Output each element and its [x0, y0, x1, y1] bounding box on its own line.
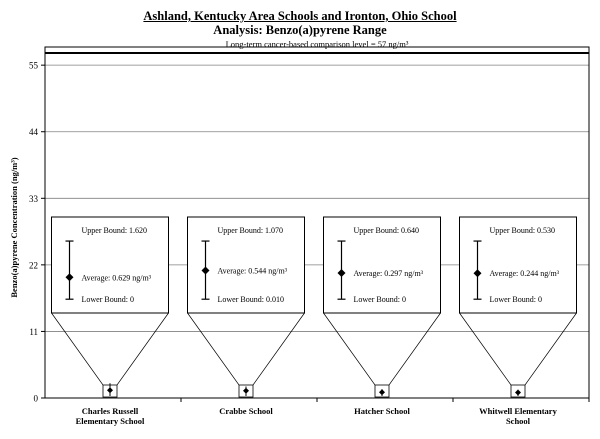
x-category-label: Elementary School	[75, 416, 145, 426]
y-tick-label: 44	[29, 127, 38, 138]
average-label: Average: 0.244 ng/m³	[489, 269, 560, 279]
chart-subtitle: Analysis: Benzo(a)pyrene Range	[213, 23, 387, 37]
x-category-label: Whitwell Elementary	[479, 406, 557, 416]
y-tick-label: 55	[29, 60, 38, 71]
upper-bound-label: Upper Bound: 1.070	[217, 226, 284, 235]
x-category-label: Crabbe School	[219, 406, 273, 416]
callout-connector-left	[324, 313, 376, 385]
lower-bound-label: Lower Bound: 0	[353, 295, 406, 304]
y-tick-label: 33	[29, 193, 38, 204]
upper-bound-label: Upper Bound: 0.640	[353, 226, 420, 235]
chart-title: Ashland, Kentucky Area Schools and Ironton, Ohio School	[143, 9, 457, 23]
y-tick-label: 0	[33, 393, 38, 404]
callout-connector-right	[389, 313, 441, 385]
lower-bound-label: Lower Bound: 0	[489, 295, 542, 304]
callout-connector-left	[188, 313, 240, 385]
callout-connector-left	[460, 313, 512, 385]
y-tick-label: 22	[29, 260, 38, 271]
x-category-label: Hatcher School	[354, 406, 410, 416]
upper-bound-label: Upper Bound: 1.620	[81, 226, 148, 235]
reference-line-label: Long-term cancer-based comparison level = 57 ng/m³	[225, 39, 409, 50]
y-tick-label: 11	[29, 326, 38, 337]
average-label: Average: 0.544 ng/m³	[217, 266, 288, 276]
callout-connector-right	[253, 313, 305, 385]
callout-connector-right	[525, 313, 577, 385]
average-label: Average: 0.297 ng/m³	[353, 269, 424, 279]
x-category-label: School	[505, 416, 531, 426]
x-category-label: Charles Russell	[81, 406, 139, 416]
y-axis-label: Benzo(a)pyrene Concentration (ng/m³)	[9, 157, 19, 298]
callout-connector-right	[117, 313, 169, 385]
upper-bound-label: Upper Bound: 0.530	[489, 226, 556, 235]
lower-bound-label: Lower Bound: 0	[81, 295, 134, 304]
callout-connector-left	[52, 313, 104, 385]
lower-bound-label: Lower Bound: 0.010	[217, 295, 284, 304]
average-label: Average: 0.629 ng/m³	[81, 273, 152, 283]
